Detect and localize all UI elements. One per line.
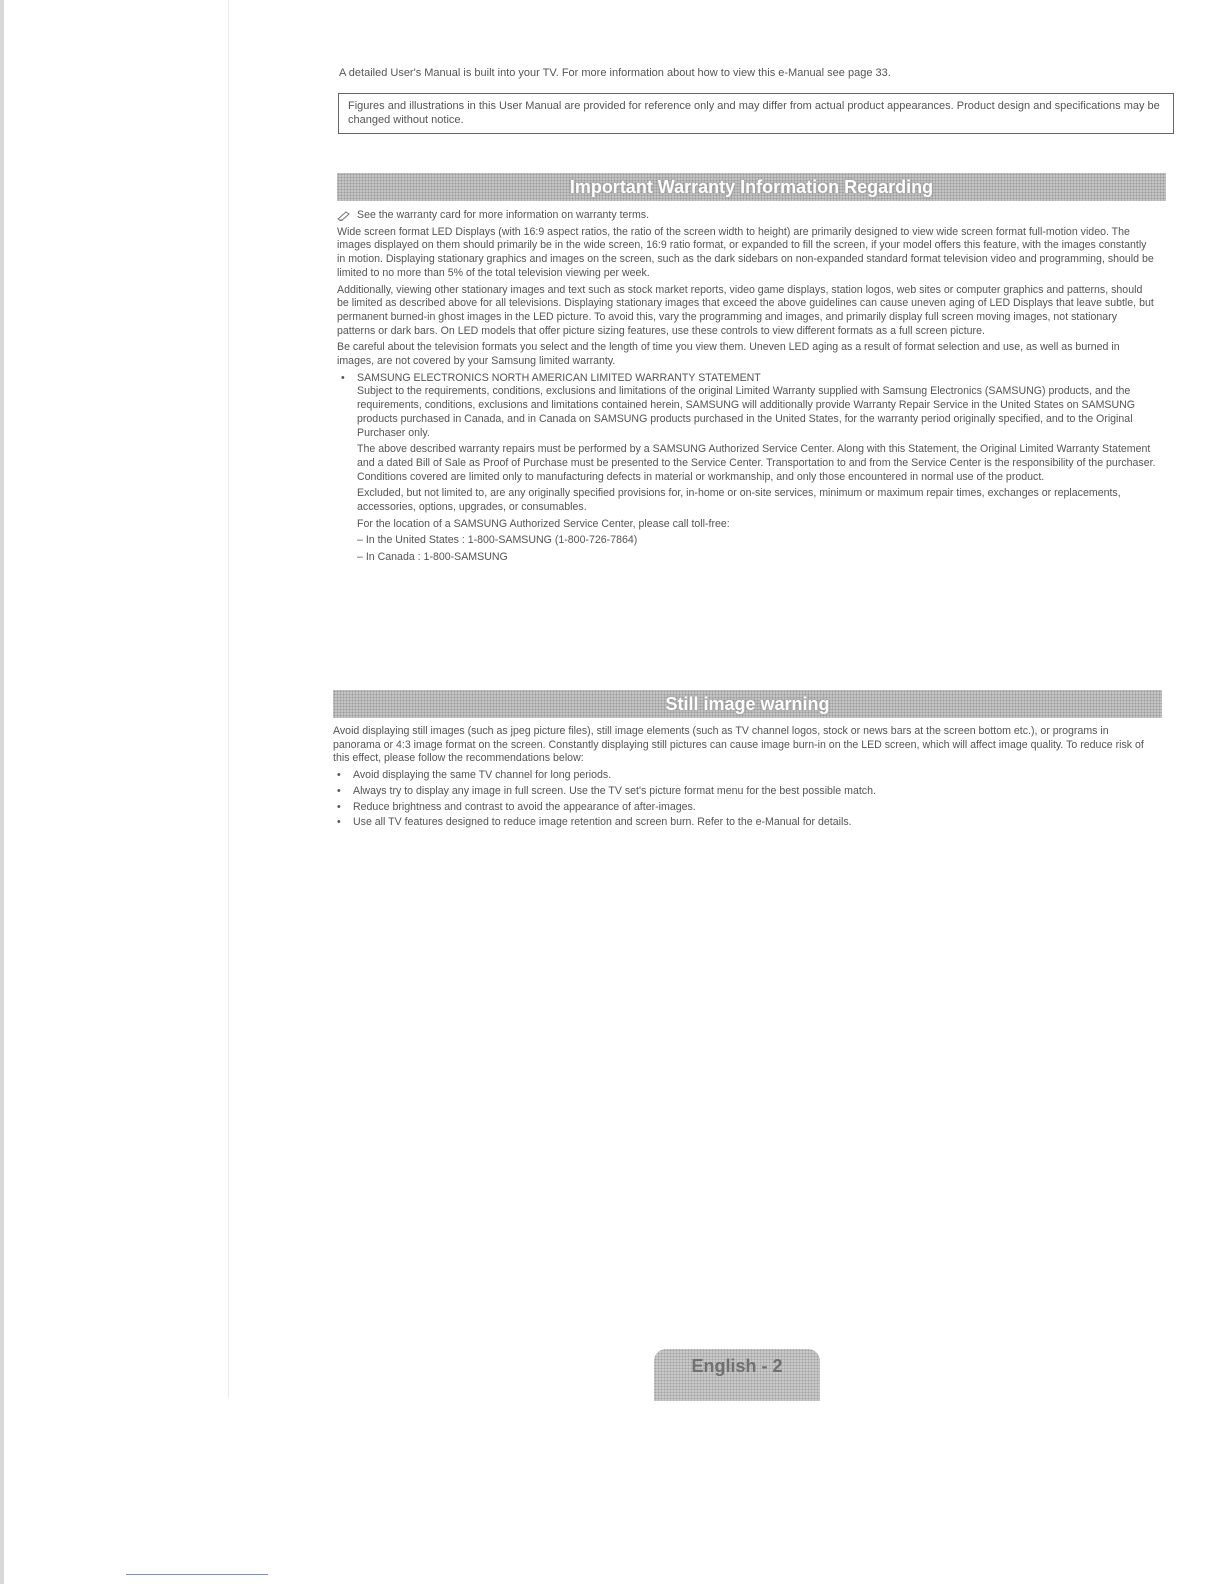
scan-binding-line — [228, 0, 229, 1398]
statement-paragraph: Subject to the requirements, conditions, exclusions and limitations of the original Limited Warranty supplied with Samsung Electronics (SAMSUNG) products, and the requirements, conditions, exclusions and limitations contained herein, SAMSUNG will additionally provide Warranty Repair Service in the United States on SAMSUNG products purchased in Canada, and in Canada on SAMSUNG products purchased in the United States, for the warranty period originally specified, and to the Original Purchaser only. — [357, 385, 1136, 439]
still-image-intro: Avoid displaying still images (such as jpeg picture files), still image elements (such as TV channel logos, stock or news bars at the screen bottom etc.), or programs in panorama or 4:3 image format on the screen. Constantly displaying still pictures can cause image burn-in on the LED screen, which will affect image quality. To reduce risk of this effect, please follow the recommendations below: — [333, 725, 1144, 765]
still-image-bullet: • Reduce brightness and contrast to avoid the appearance of after-images. — [333, 801, 1145, 815]
warranty-statement-list — [337, 372, 1157, 565]
statement-paragraph: For the location of a SAMSUNG Authorized Service Center, please call toll-free: — [357, 517, 730, 530]
warranty-statement-body — [357, 385, 1157, 564]
warranty-section — [337, 209, 1157, 568]
intro-text: A detailed User's Manual is built into your TV. For more information about how to view this e-Manual see page 33. — [339, 67, 891, 79]
still-image-heading-bar — [333, 690, 1162, 718]
statement-paragraph: The above described warranty repairs must be performed by a SAMSUNG Authorized Service Center. Along with this Statement, the Original Limited Warranty Statement and a dated Bill of Sale as Proof of Purchase must be presented to the Service Center. Transportation to and from the Service Center is the responsibility of the purchaser. Conditions covered are limited only to manufacturing defects in material or workmanship, and only those encountered in normal use of the product. — [357, 443, 1156, 483]
still-image-bullet: • Avoid displaying the same TV channel for long periods. — [333, 769, 1145, 783]
still-image-bullet: • Use all TV features designed to reduce image retention and screen burn. Refer to the e-Manual for details. — [333, 816, 1145, 830]
warranty-statement-title: • SAMSUNG ELECTRONICS NORTH AMERICAN LIMITED WARRANTY STATEMENT — [357, 371, 761, 384]
still-image-section — [333, 725, 1145, 832]
page-number: English - 2 — [691, 1356, 783, 1376]
still-image-bullets — [333, 769, 1145, 830]
notice-box — [338, 93, 1174, 134]
warranty-heading-bar — [337, 173, 1166, 201]
still-image-heading: Still image warning — [665, 694, 830, 714]
warranty-paragraph: Wide screen format LED Displays (with 16:9 aspect ratios, the ratio of the screen width to height) are primarily designed to view wide screen format full-motion video. The images displayed on them should primarily be in the wide screen, 16:9 ratio format, or expanded to fill the screen, if your model offers this feature, with the images constantly in motion. Displaying stationary graphics and images on the screen, such as the dark sidebars on non-expanded standard format television video and programming, should be limited to no more than 5% of the total television viewing per week. — [337, 225, 1154, 279]
warranty-note — [337, 209, 1157, 223]
warranty-paragraph: Be careful about the television formats you select and the length of time you view them. Uneven LED aging as a result of format selection and use, as well as burned in images, are not covered by your Samsung limited warranty. — [337, 341, 1120, 368]
warranty-note-text: See the warranty card for more information on warranty terms. — [357, 209, 650, 221]
contact-us: – In the United States : 1-800-SAMSUNG (1-800-726-7864) — [357, 534, 638, 547]
statement-paragraph: Excluded, but not limited to, are any originally specified provisions for, in-home or on-site services, minimum or maximum repair times, exchanges or replacements, accessories, options, upgrades, or consumables. — [357, 487, 1121, 514]
contact-canada: – In Canada : 1-800-SAMSUNG — [357, 551, 508, 564]
warranty-paragraph: Additionally, viewing other stationary images and text such as stock market reports, video game displays, station logos, web sites or computer graphics and patterns, should be limited as described above for all televisions. Displaying stationary images that exceed the above guidelines can cause uneven aging of LED Displays that leave subtle, but permanent burned-in ghost images in the LED picture. To avoid this, vary the programming and images, and primarily display full screen moving images, not stationary patterns or dark bars. On LED models that offer picture sizing features, use these controls to view different formats as a full screen picture. — [337, 283, 1154, 337]
notice-text: Figures and illustrations in this User Manual are provided for reference only and may differ from actual product appearances. Product design and specifications may be changed without notice. — [348, 100, 1160, 126]
pencil-note-icon — [337, 211, 351, 221]
footer-rule — [126, 1574, 268, 1575]
warranty-statement-item — [337, 372, 1157, 565]
scan-page-edge — [0, 0, 4, 1584]
still-image-bullet: • Always try to display any image in full screen. Use the TV set's picture format menu for the best possible match. — [333, 785, 1145, 799]
warranty-heading: Important Warranty Information Regarding — [569, 177, 934, 197]
page-number-tab — [654, 1349, 820, 1401]
